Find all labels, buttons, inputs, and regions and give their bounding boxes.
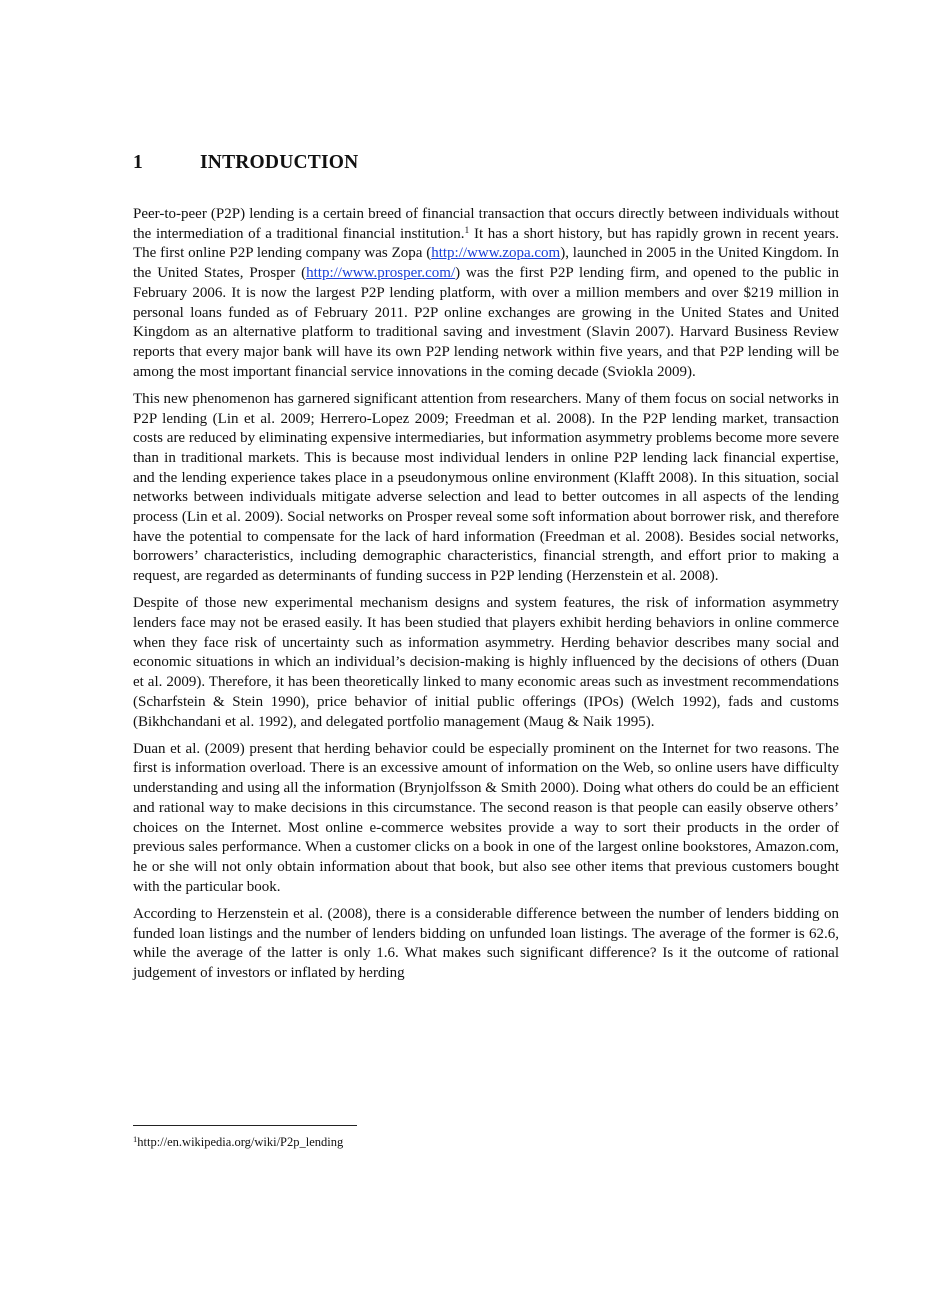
body-text [133, 205, 839, 991]
paragraph-5: According to Herzenstein et al. (2008), there is a considerable difference between the number of lenders bidding on funded loan listings and the number of lenders bidding on unfunded loan listings. The average of the former is 62.6, while the average of the latter is only 1.6. What makes such significant difference? Is it the outcome of rational judgement of investors or inflated by herding [133, 905, 839, 982]
section-heading [133, 152, 358, 174]
section-title: INTRODUCTION [200, 152, 359, 173]
footnote [133, 1134, 343, 1150]
paragraph-1-text-d: ) was the first P2P lending firm, and opened to the public in February 2006. It is now the largest P2P lending platform, with over a million members and over $219 million in personal loans funded as of February 2011. P2P online exchanges are growing in the United States and United Kingdom as an alternative platform to traditional saving and investment (Slavin 2007). Harvard Business Review reports that every major bank will have its own P2P lending network within five years, and that P2P lending will be among the most important financial service innovations in the coming decade (Sviokla 2009). [133, 265, 839, 380]
footnote-divider [133, 1125, 357, 1126]
footnote-marker: 1 [133, 1134, 138, 1144]
prosper-link[interactable]: http://www.prosper.com/ [306, 265, 456, 282]
section-number: 1 [133, 152, 143, 173]
paragraph-1-text-c: ), launched in 2005 in the United Kingdom. In the United States, Prosper ( [133, 245, 839, 282]
zopa-link[interactable]: http://www.zopa.com [431, 245, 561, 262]
paragraph-1 [133, 205, 839, 382]
paragraph-1-text-a: Peer-to-peer (P2P) lending is a certain breed of financial transaction that occurs directly between individuals without the intermediation of a traditional financial institution. [133, 206, 839, 242]
footnote-text: http://en.wikipedia.org/wiki/P2p_lending [137, 1135, 344, 1149]
paragraph-2: This new phenomenon has garnered significant attention from researchers. Many of them focus on social networks in P2P lending (Lin et al. 2009; Herrero-Lopez 2009; Freedman et al. 2008). In the P2P lending market, transaction costs are reduced by eliminating expensive intermediaries, but information asymmetry problems become more severe than in traditional markets. This is because most individual lenders in online P2P lending lack financial expertise, and the lending experience takes place in a pseudonymous online environment (Klafft 2008). In this situation, social networks between individuals mitigate adverse selection and lead to better outcomes in all aspects of the lending process (Lin et al. 2009). Social networks on Prosper reveal some soft information about borrower risk, and therefore have the potential to compensate for the lack of hard information (Freedman et al. 2008). Besides social networks, borrowers’ characteristics, including demographic characteristics, financial strength, and effort prior to making a request, are regarded as determinants of funding success in P2P lending (Herzenstein et al. 2008). [133, 390, 839, 585]
paragraph-4: Duan et al. (2009) present that herding behavior could be especially prominent on the Internet for two reasons. The first is information overload. There is an excessive amount of information on the Web, so online users have difficulty understanding and using all the information (Brynjolfsson & Smith 2000). Doing what others do could be an efficient and rational way to make decisions in this circumstance. The second reason is that people can easily observe others’ choices on the Internet. Most online e-commerce websites provide a way to sort their products in the order of previous sales performance. When a customer clicks on a book in one of the largest online bookstores, Amazon.com, he or she will not only obtain information about that book, but also see other items that previous customers bought with the particular book. [133, 740, 839, 895]
footnote-reference[interactable]: 1 [464, 225, 470, 236]
paragraph-3: Despite of those new experimental mechanism designs and system features, the risk of information asymmetry lenders face may not be erased easily. It has been studied that players exhibit herding behaviors in online commerce when they face risk of uncertainty such as information asymmetry. Herding behavior describes many social and economic situations in which an individual’s decision-making is highly influenced by the decisions of others (Duan et al. 2009). Therefore, it has been theoretically linked to many economic areas such as investment recommendations (Scharfstein & Stein 1990), price behavior of initial public offerings (IPOs) (Welch 1992), fads and customs (Bikhchandani et al. 1992), and delegated portfolio management (Maug & Naik 1995). [133, 595, 839, 730]
paragraph-1-text-b: It has a short history, but has rapidly grown in recent years. The first online P2P lending company was Zopa ( [133, 225, 839, 262]
